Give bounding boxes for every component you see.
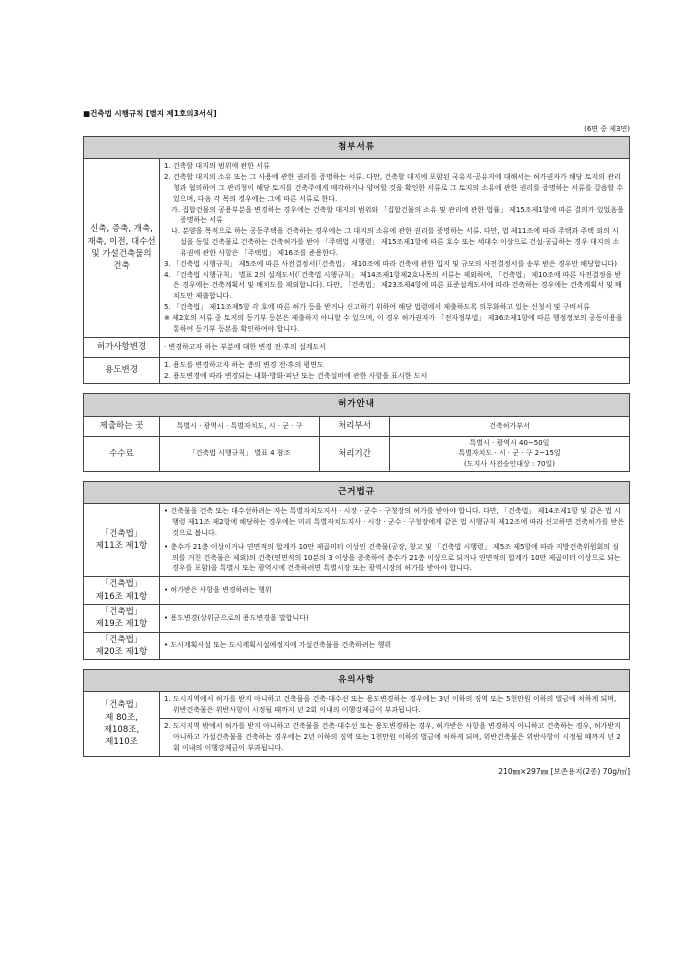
- department-label: 처리부서: [320, 416, 390, 436]
- new-building-item: 1. 건축할 대지의 범위에 관한 서류: [164, 162, 270, 171]
- legal-basis-item: • 허가받은 사항을 변경하려는 행위: [164, 586, 272, 595]
- legal-basis-row: [84, 504, 630, 577]
- use-change-item-2: 2. 용도변경에 따라 변경되는 내화·방화·피난 또는 건축설비에 관한 사항을 표시한 도서: [164, 371, 428, 380]
- legal-basis-label: 「건축법」 제11조 제1항: [84, 504, 160, 577]
- legal-basis-label: 「건축법」 제16조 제1항: [84, 577, 160, 605]
- department-value: 건축허가부서: [390, 416, 630, 436]
- new-building-item: ※ 제2호의 서류 중 토지의 등기부 등본은 제출하지 아니할 수 있으며, 이 경우 허가권자가 「전자정부법」 제36조제1항에 따른 행정정보의 공동이용을 통하여 등기부 등본을 확인하여야 합니다.: [164, 313, 623, 333]
- new-building-item: 5. 「건축법」 제11조제5항 각 호에 따른 허가 등을 받거나 신고하기 위하여 해당 법령에서 제출하도록 의무화하고 있는 신청서 및 구비서류: [164, 303, 590, 312]
- legal-basis-section-title: 근거법규: [84, 482, 630, 504]
- notes-table: [83, 669, 630, 756]
- legal-basis-row: [84, 604, 630, 632]
- form-page: [83, 108, 630, 777]
- legal-basis-row: [84, 632, 630, 660]
- legal-basis-item: • 층수가 21층 이상이거나 연면적의 합계가 10만 제곱미터 이상인 건축물(공장, 창고 및 「건축법 시행령」 제5조 제5항에 따라 지방건축위원회의 심의를 거친 건축물은 제외)의 건축(연면적의 10분의 3 이상을 증축하여 층수가 21층 이상으로 되거나 연면적의 합계가 10만 제곱미터 이상으로 되는 경우를 포함)을 특별시 또는 광역시에 건축하려면 특별시장 또는 광역시장의 허가를 받아야 합니다.: [164, 542, 621, 573]
- new-building-item: 가. 집합건물의 공용부분을 변경하는 경우에는 건축할 대지의 범위와 「집합건물의 소유 및 관리에 관한 법률」 제15조제1항에 따른 결의가 있었음을 증명하는 서류: [171, 205, 624, 225]
- notes-item-1: 1. 도시지역에서 허가를 받지 아니하고 건축물을 건축·대수선 또는 용도변경하는 경우에는 3년 이하의 징역 또는 5천만원 이하의 벌금에 처하게 되며, 위반건축물은 위반사항이 시정될 때까지 년 2회 이내의 이행강제금이 부과됩니다.: [160, 692, 629, 719]
- period-line-3: (도지사 사전승인대상 : 70일): [463, 460, 556, 469]
- attachments-section-title: 첨부서류: [84, 137, 630, 159]
- new-building-item: 3. 「건축법 시행규칙」 제5조에 따른 사전결정서(「건축법」 제10조에 따라 건축에 관한 입지 및 규모의 사전결정서를 송부 받은 경우만 해당합니다): [164, 259, 617, 268]
- new-building-item: 4. 「건축법 시행규칙」 별표 2의 설계도서(「건축법 시행규칙」 제14조제1항제2호나목의 서류는 제외하며, 「건축법」 제10조에 따른 사전결정을 받은 경우에는 건축계획서 및 배치도를 제외합니다). 다만, 「건축법」 제23조제4항에 따른 표준설계도서에 따라 건축하는 경우에는 건축계획서 및 배치도만 제출합니다.: [164, 270, 622, 301]
- submit-place-label: 제출하는 곳: [84, 416, 160, 436]
- permit-info-table: [83, 393, 630, 472]
- permit-info-section-title: 허가안내: [84, 394, 630, 416]
- form-title: ■건축법 시행규칙 [별지 제1호의3서식]: [83, 109, 217, 118]
- use-change-item-1: 1. 용도를 변경하고자 하는 층의 변경 전·후의 평면도: [164, 360, 324, 369]
- legal-basis-table: [83, 481, 630, 660]
- new-building-item: 나. 분양을 목적으로 하는 공동주택을 건축하는 경우에는 그 대지의 소유에 관한 권리를 증명하는 서류. 다만, 법 제11조에 따라 주택과 주택 외의 시설을 동일 건축물로 건축하는 건축허가를 받아 「주택법 시행령」 제15조제1항에 따른 호수 또는 세대수 이상으로 건설·공급하는 경우 대지의 소유권에 관한 사항은 「주택법」 제16조를 준용한다.: [171, 227, 620, 257]
- legal-basis-content: [160, 577, 630, 605]
- legal-basis-item: • 건축물을 건축 또는 대수선하려는 자는 특별자치도지사 · 시장 · 군수 · 구청장의 허가를 받아야 합니다. 다만, 「건축법」 제14조제1항 및 같은 법 시행령 제11조 제2항에 해당하는 경우에는 미리 특별자치도지사 · 시장 · 군수 · 구청장에게 같은 법 시행규칙 제12조에 따라 신고하면 건축허가를 받은 것으로 봅니다.: [164, 507, 625, 537]
- notes-content: [160, 692, 630, 756]
- legal-basis-label: 「건축법」 제19조 제1항: [84, 604, 160, 632]
- period-value: [390, 436, 630, 472]
- attachments-table: [83, 136, 630, 384]
- period-label: 처리기간: [320, 436, 390, 472]
- legal-basis-content: [160, 504, 630, 577]
- notes-label: 「건축법」 제 80조, 제108조, 제110조: [84, 692, 160, 756]
- submit-place-value: 특별시 · 광역시 · 특별자치도, 시 · 군 · 구: [160, 416, 320, 436]
- permit-change-requirements: · 변경하고자 하는 부분에 대한 변경 전·후의 설계도서: [160, 337, 630, 357]
- new-building-requirements: [160, 159, 630, 338]
- legal-basis-content: [160, 604, 630, 632]
- legal-basis-item: • 용도변경(상위군으로의 용도변경을 말합니다): [164, 613, 309, 622]
- new-building-item: 2. 건축할 대지의 소유 또는 그 사용에 관한 권리를 증명하는 서류. 다만, 건축할 대지에 포함된 국유지·공유지에 대해서는 허가권자가 해당 토지의 관리청과 협의하여 그 관리청이 해당 토지를 건축주에게 매각하거나 양여할 것을 확인한 서류로 그 토지의 소유에 관한 권리를 증명하는 서류를 갈음할 수 있으며, 다음 각 목의 경우에는 그에 따른 서류로 한다.: [164, 173, 624, 203]
- fee-value: 「건축법 시행규칙」 별표 4 참조: [160, 436, 320, 472]
- use-change-requirements: [160, 357, 630, 384]
- notes-section-title: 유의사항: [84, 670, 630, 692]
- legal-basis-label: 「건축법」 제20조 제1항: [84, 632, 160, 660]
- new-building-label: 신축, 증축, 개축, 재축, 이전, 대수선 및 가설건축물의 건축: [84, 159, 160, 338]
- page-indicator: (6면 중 제3면): [584, 125, 630, 133]
- legal-basis-row: [84, 577, 630, 605]
- notes-item-2: 2. 도시지역 밖에서 허가를 받지 아니하고 건축물을 건축·대수선 또는 용도변경하는 경우, 허가받은 사항을 변경하지 아니하고 건축하는 경우, 허가받지 아니하고 가설건축물을 건축하는 경우에는 2년 이하의 징역 또는 1천만원 이하의 벌금에 처하게 되며, 위반건축물은 위반사항이 시정될 때까지 년 2회 이내의 이행강제금이 부과됩니다.: [164, 722, 621, 752]
- period-line-2: 특별자치도 · 시 · 군 · 구 2~15일: [458, 449, 561, 458]
- legal-basis-content: [160, 632, 630, 660]
- paper-spec-footer: 210㎜×297㎜ [보존용지(2종) 70g/㎡]: [498, 766, 630, 776]
- fee-label: 수수료: [84, 436, 160, 472]
- period-line-1: 특별시 · 광역시 40~50일: [469, 438, 550, 447]
- permit-change-label: 허가사항변경: [84, 337, 160, 357]
- legal-basis-item: • 도시계획시설 또는 도시계획시설예정지에 가설건축물을 건축하려는 행위: [164, 641, 392, 650]
- use-change-label: 용도변경: [84, 357, 160, 384]
